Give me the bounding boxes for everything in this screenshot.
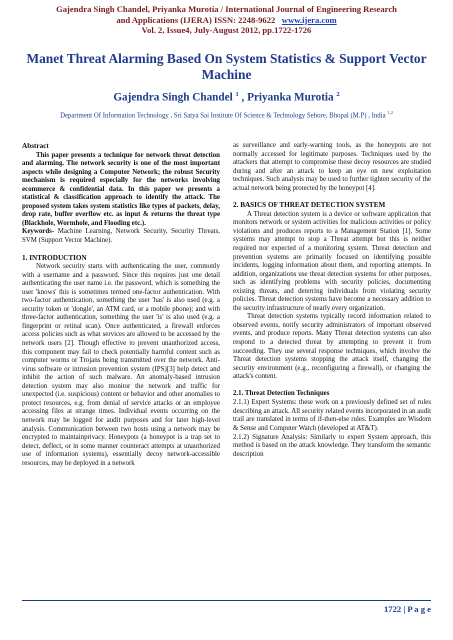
journal-line-2	[10, 15, 443, 26]
author-line	[14, 91, 439, 104]
introduction-body: Network security starts with authenticating the user, commonly with a username and a password. Since this requires just one detail authenticating the user name i.e. the password, which is something the user 'knows' this is sometimes termed one-factor authentication. With two-factor authentication, something the user 'has' is also used (e.g. a security token or 'dongle', an ATM card, or a mobile phone); and with three-factor authentication, something the user 'is' is also used (e.g. a fingerprint or retinal scan). Once authenticated, a firewall enforces access policies such as what services are allowed to be accessed by the network users [2]. Though effective to prevent unauthorized access, this component may fail to check potentially harmful content such as computer worms or Trojans being transmitted over the network. Anti-virus software or intrusion prevention system (IPS)[3] help detect and inhibit the action of such malware. An anomaly-based intrusion detection system may also monitor the network and traffic for unexpected (i.e. suspicious) content or behavior and other anomalies to protect resources, e.g. from denial of service attacks or an employee accessing files at strange times. Individual events occurring on the network may be logged for audit purposes and for later high-level analysis. Communication between two hosts using a network may be encrypted to maintainprivacy. Honeypots (a honeypot is a trap set to detect, deflect, or in some manner counteract attempts at unauthorized use of information systems), essentially decoy network-accessible resources, may be deployed in a network	[22, 263, 220, 467]
journal-line-3: Vol. 2, Issue4, July-August 2012, pp.1722-1726	[141, 25, 312, 36]
journal-url-link[interactable]: www.ijera.com	[281, 14, 337, 25]
introduction-heading: 1. INTRODUCTION	[22, 253, 87, 262]
journal-issn: and Applications (IJERA) ISSN: 2248-9622	[116, 14, 276, 25]
author-2-affil-mark: 2	[336, 91, 340, 98]
author-2: Priyanka Murotia	[247, 91, 334, 104]
affiliation	[14, 108, 439, 120]
right-column	[233, 142, 431, 459]
keywords-text: Machine Learning, Network Security, Security Threats, SVM (Support Vector Machine).	[22, 228, 220, 245]
author-separator: ,	[238, 91, 245, 104]
basics-heading: 2. BASICS OF THREAT DETECTION SYSTEM	[233, 201, 386, 210]
techniques-heading: 2.1. Threat Detection Techniques	[233, 389, 330, 397]
footer-divider	[22, 600, 431, 601]
page-number: 1722 | P a g e	[383, 604, 431, 614]
paper-title: Manet Threat Alarming Based On System Statistics & Support Vector Machine	[26, 51, 427, 82]
basics-paragraph-2: Threat detection systems typically record information related to observed events, notify security administrators of important observed events, and produce reports. Many Threat detection systems can also respond to a detected threat by attempting to prevent it from succeeding. They use several response techniques, which involve the Threat detection systems stopping the attack itself, changing the security environment (e.g., reconfiguring a firewall), or changing the attack's content.	[233, 313, 431, 381]
affiliation-text: Department Of Information Technology , Sri Satya Sai Institute Of Science & Technology Sehore, Bhopal (M.P) , India	[60, 112, 386, 120]
expert-systems-paragraph: 2.1.1) Expert Systems: these work on a previously defined set of rules describing an attack. All security related events incorporated in an audit trail are translated in terms of if-then-else rules. Examples are Wisdom & Sense and Computer Watch (developed at AT&T).	[233, 399, 431, 432]
journal-line-1: Gajendra Singh Chandel, Priyanka Murotia / International Journal of Engineering Research	[56, 4, 397, 14]
left-column	[22, 142, 220, 468]
journal-header	[10, 4, 443, 36]
basics-paragraph-1: A Threat detection system is a device or software application that monitors network or system activities for malicious activities or policy violations and produces reports to a Management Station [1]. Some systems may attempt to stop a Threat attempt but this is neither required nor expected of a monitoring system. Threat detection and prevention systems are primarily focused on identifying possible incidents, logging information about them, and reporting attempts. In addition, organizations use threat detection systems for other purposes, such as identifying problems with security policies, documenting existing threats, and deterring individuals from violating security policies. Threat detection systems have become a necessary addition to the security infrastructure of nearly every organization.	[233, 210, 431, 312]
affiliation-mark: 1,2	[387, 110, 393, 115]
author-1-affil-mark: 1	[235, 91, 239, 98]
signature-analysis-paragraph: 2.1.2) Signature Analysis: Similarly to expert System approach, this method is based on the attack knowledge. They transform the semantic description	[233, 433, 431, 458]
introduction-continued: as surveillance and early-warning tools, as the honeypots are not normally accessed for legitimate purposes. Techniques used by the attackers that attempt to compromise these decoy resources are studied during and after an attack to keep an eye on new exploitation techniques. Such analysis may be used to further tighten security of the actual network being protected by the honeypot [4].	[233, 142, 431, 192]
abstract-heading: Abstract	[22, 142, 49, 150]
keywords-label: Keywords-	[22, 228, 55, 236]
author-1: Gajendra Singh Chandel	[113, 91, 233, 104]
keywords	[22, 228, 220, 245]
abstract-body: This paper presents a technique for network threat detection and alarming. The network security is one of the most important aspects while designing a Computer Network; the robust Security mechanism is required especially for the networks involving ecommerce & confidential data. In this paper we presents a statistical & classification approach to identify the attack. The proposed system takes system statistics like types of packets, delay, drop rate, buffer overflow etc. as input & returns the threat type (Blackhole, Wormhole, and Flooding etc.).	[22, 151, 220, 227]
